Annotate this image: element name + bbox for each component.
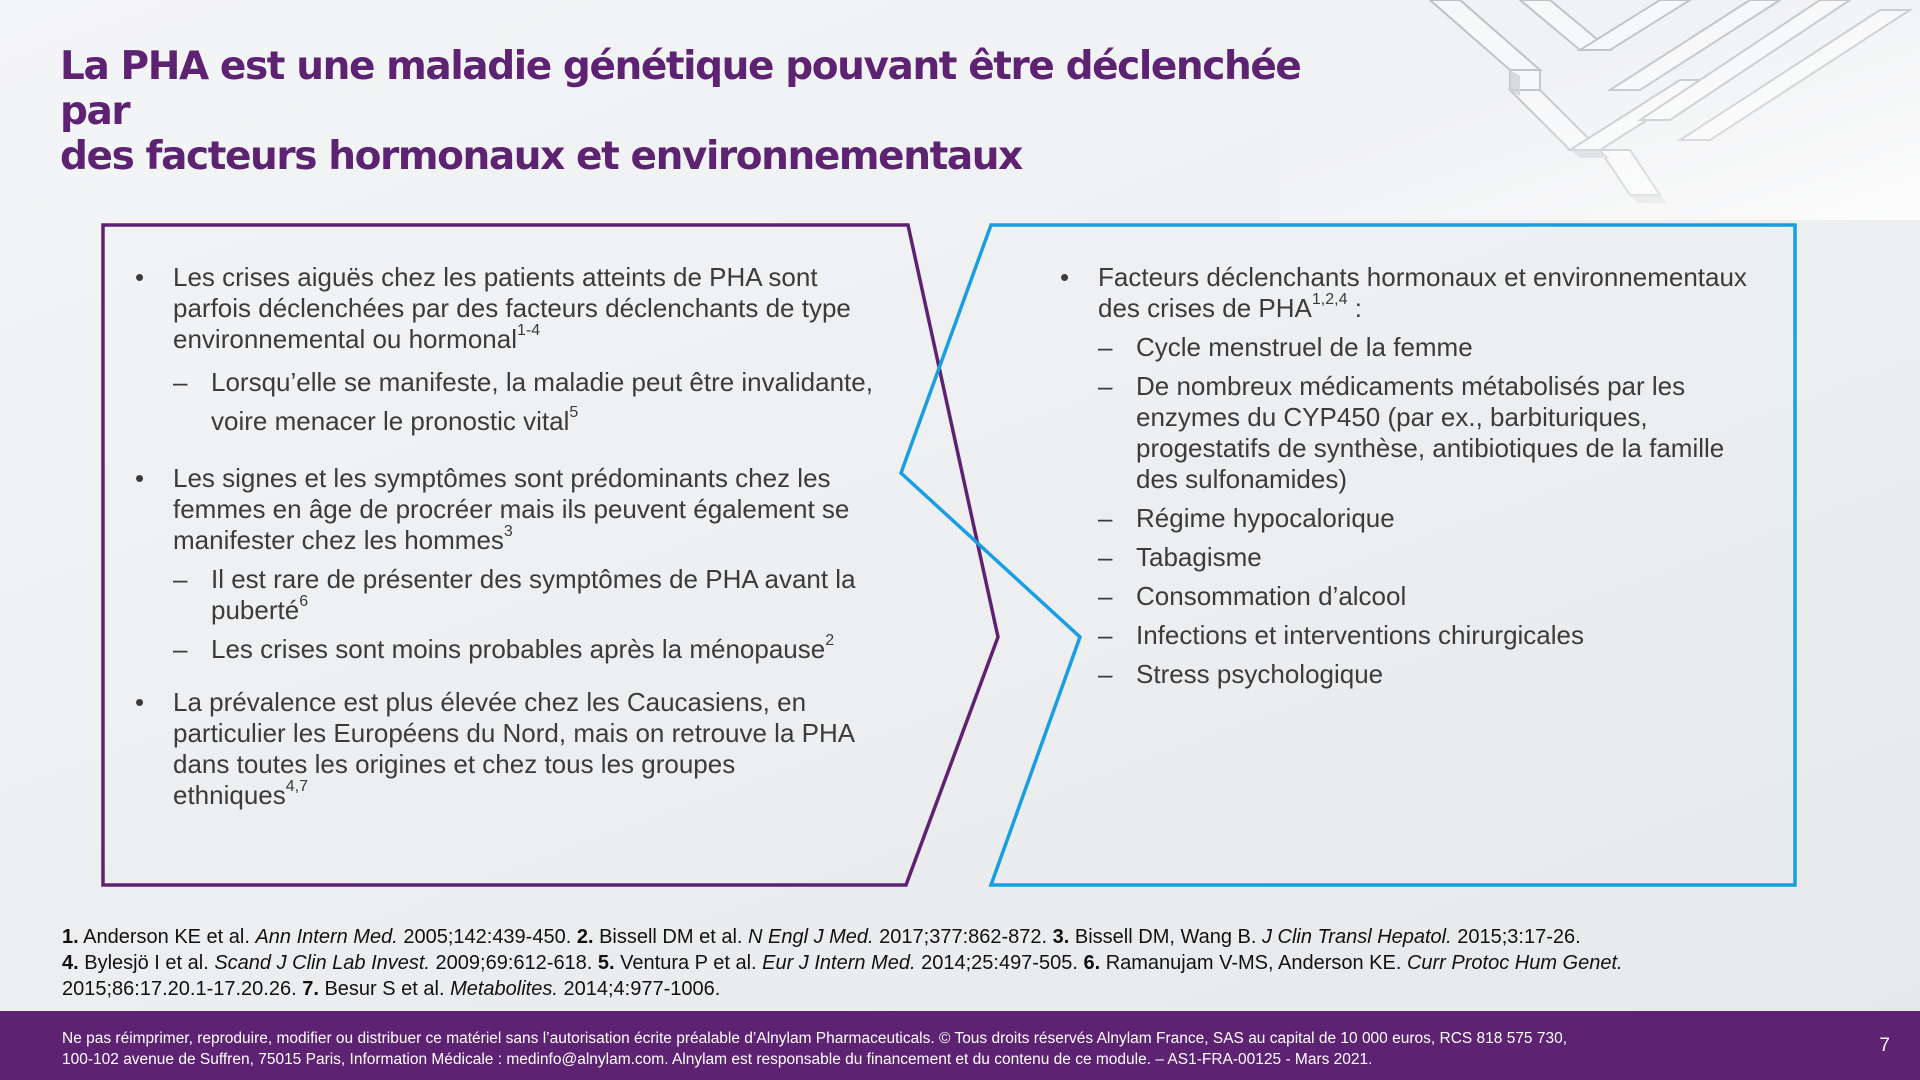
bullet-icon: • <box>1060 262 1070 292</box>
dash-icon: – <box>173 367 188 397</box>
reference-3: 3. Bissell DM, Wang B. J Clin Transl Hepatol. 2015;3:17-26. <box>1052 926 1581 948</box>
reference-4: 4. Bylesjö I et al. Scand J Clin Lab Invest. 2009;69:612-618. <box>62 952 598 974</box>
trigger-item: Régime hypocalorique <box>1136 503 1395 533</box>
list-item <box>1098 581 1760 612</box>
list-item <box>173 564 875 626</box>
list-item <box>1098 542 1760 573</box>
trigger-item: Stress psychologique <box>1136 659 1384 689</box>
trigger-item: Tabagisme <box>1136 542 1262 572</box>
legal-notice-line-2: 100-102 avenue de Suffren, 75015 Paris, Information Médicale : medinfo@alnylam.com. Alnylam est responsable du financement et du contenu de ce module. – AS1-FRA-00125 - Mars 2021. <box>62 1051 1373 1068</box>
reference-6: 6. Ramanujam V-MS, Anderson KE. Curr Protoc Hum Genet. 2015;86:17.20.1-17.20.26. <box>62 952 1623 1000</box>
reference-superscript: 6 <box>299 593 309 611</box>
reference-7: 7. Besur S et al. Metabolites. 2014;4:977-1006. <box>302 978 721 1000</box>
sub-bullet-text: Il est rare de présenter des symptômes de PHA avant la puberté <box>211 564 856 625</box>
list-item <box>1060 262 1760 690</box>
dash-icon: – <box>1098 542 1113 572</box>
bullet-text: Les signes et les symptômes sont prédominants chez les femmes en âge de procréer mais ils peuvent également se manifester chez les hommes <box>173 463 850 555</box>
reference-5: 5. Ventura P et al. Eur J Intern Med. 2014;25:497-505. <box>597 952 1084 974</box>
list-item <box>173 363 875 441</box>
list-item <box>1098 659 1760 690</box>
bullet-icon: • <box>135 463 145 493</box>
legal-notice-line-1: Ne pas réimprimer, reproduire, modifier ou distribuer ce matériel sans l’autorisation écrite préalable d’Alnylam Pharmaceuticals. © Tous droits réservés Alnylam France, SAS au capital de 10 000 euros, RCS 818 575 730, <box>62 1030 1568 1047</box>
list-item <box>1098 620 1760 651</box>
page-number: 7 <box>1879 1035 1890 1056</box>
reference-superscript: 2 <box>825 632 835 650</box>
bullet-icon: • <box>135 262 145 292</box>
trigger-item: Infections et interventions chirurgicales <box>1136 620 1585 650</box>
dash-icon: – <box>173 634 188 664</box>
list-item <box>1098 332 1760 363</box>
bullet-text: La prévalence est plus élevée chez les Caucasiens, en particulier les Européens du Nord, mais on retrouve la PHA dans toutes les origines et chez tous les groupes ethniques <box>173 687 854 810</box>
bullet-text: Les crises aiguës chez les patients atteints de PHA sont parfois déclenchées par des facteurs déclenchants de type environnemental ou hormonal <box>173 262 851 354</box>
trigger-item: Consommation d’alcool <box>1136 581 1407 611</box>
left-panel <box>135 262 875 811</box>
reference-superscript: 4,7 <box>285 778 309 796</box>
sub-bullet-text: Les crises sont moins probables après la ménopause <box>211 634 826 664</box>
references <box>62 924 1882 1002</box>
list-item <box>135 687 875 811</box>
reference-superscript: 3 <box>503 523 513 541</box>
reference-superscript: 1,2,4 <box>1311 291 1348 309</box>
bullet-icon: • <box>135 687 145 717</box>
title-line-2: des facteurs hormonaux et environnementaux <box>60 134 1022 179</box>
bullet-suffix: : <box>1347 293 1362 323</box>
reference-superscript: 5 <box>569 404 579 422</box>
list-item <box>173 634 875 665</box>
reference-1: 1. Anderson KE et al. Ann Intern Med. 2005;142:439-450. <box>62 926 577 948</box>
dash-icon: – <box>1098 659 1113 689</box>
bullet-text: Facteurs déclenchants hormonaux et environnementaux des crises de PHA <box>1098 262 1747 323</box>
trigger-item: De nombreux médicaments métabolisés par les enzymes du CYP450 (par ex., barbituriques, progestatifs de synthèse, antibiotiques de la famille des sulfonamides) <box>1136 371 1725 494</box>
footer-bar <box>0 1011 1920 1080</box>
list-item <box>135 463 875 665</box>
legal-notice <box>62 1028 1782 1070</box>
dash-icon: – <box>1098 620 1113 650</box>
dash-icon: – <box>1098 371 1113 401</box>
list-item <box>1098 503 1760 534</box>
reference-superscript: 1-4 <box>517 322 541 340</box>
trigger-item: Cycle menstruel de la femme <box>1136 332 1473 362</box>
sub-bullet-text: Lorsqu’elle se manifeste, la maladie peut être invalidante, voire menacer le pronostic vital <box>211 367 873 436</box>
dash-icon: – <box>173 564 188 594</box>
dash-icon: – <box>1098 503 1113 533</box>
right-panel <box>1060 262 1760 690</box>
list-item <box>135 262 875 441</box>
reference-2: 2. Bissell DM et al. N Engl J Med. 2017;377:862-872. <box>576 926 1053 948</box>
dash-icon: – <box>1098 332 1113 362</box>
title-line-1: La PHA est une maladie génétique pouvant être déclenchée par <box>60 44 1301 134</box>
dash-icon: – <box>1098 581 1113 611</box>
list-item <box>1098 371 1760 495</box>
